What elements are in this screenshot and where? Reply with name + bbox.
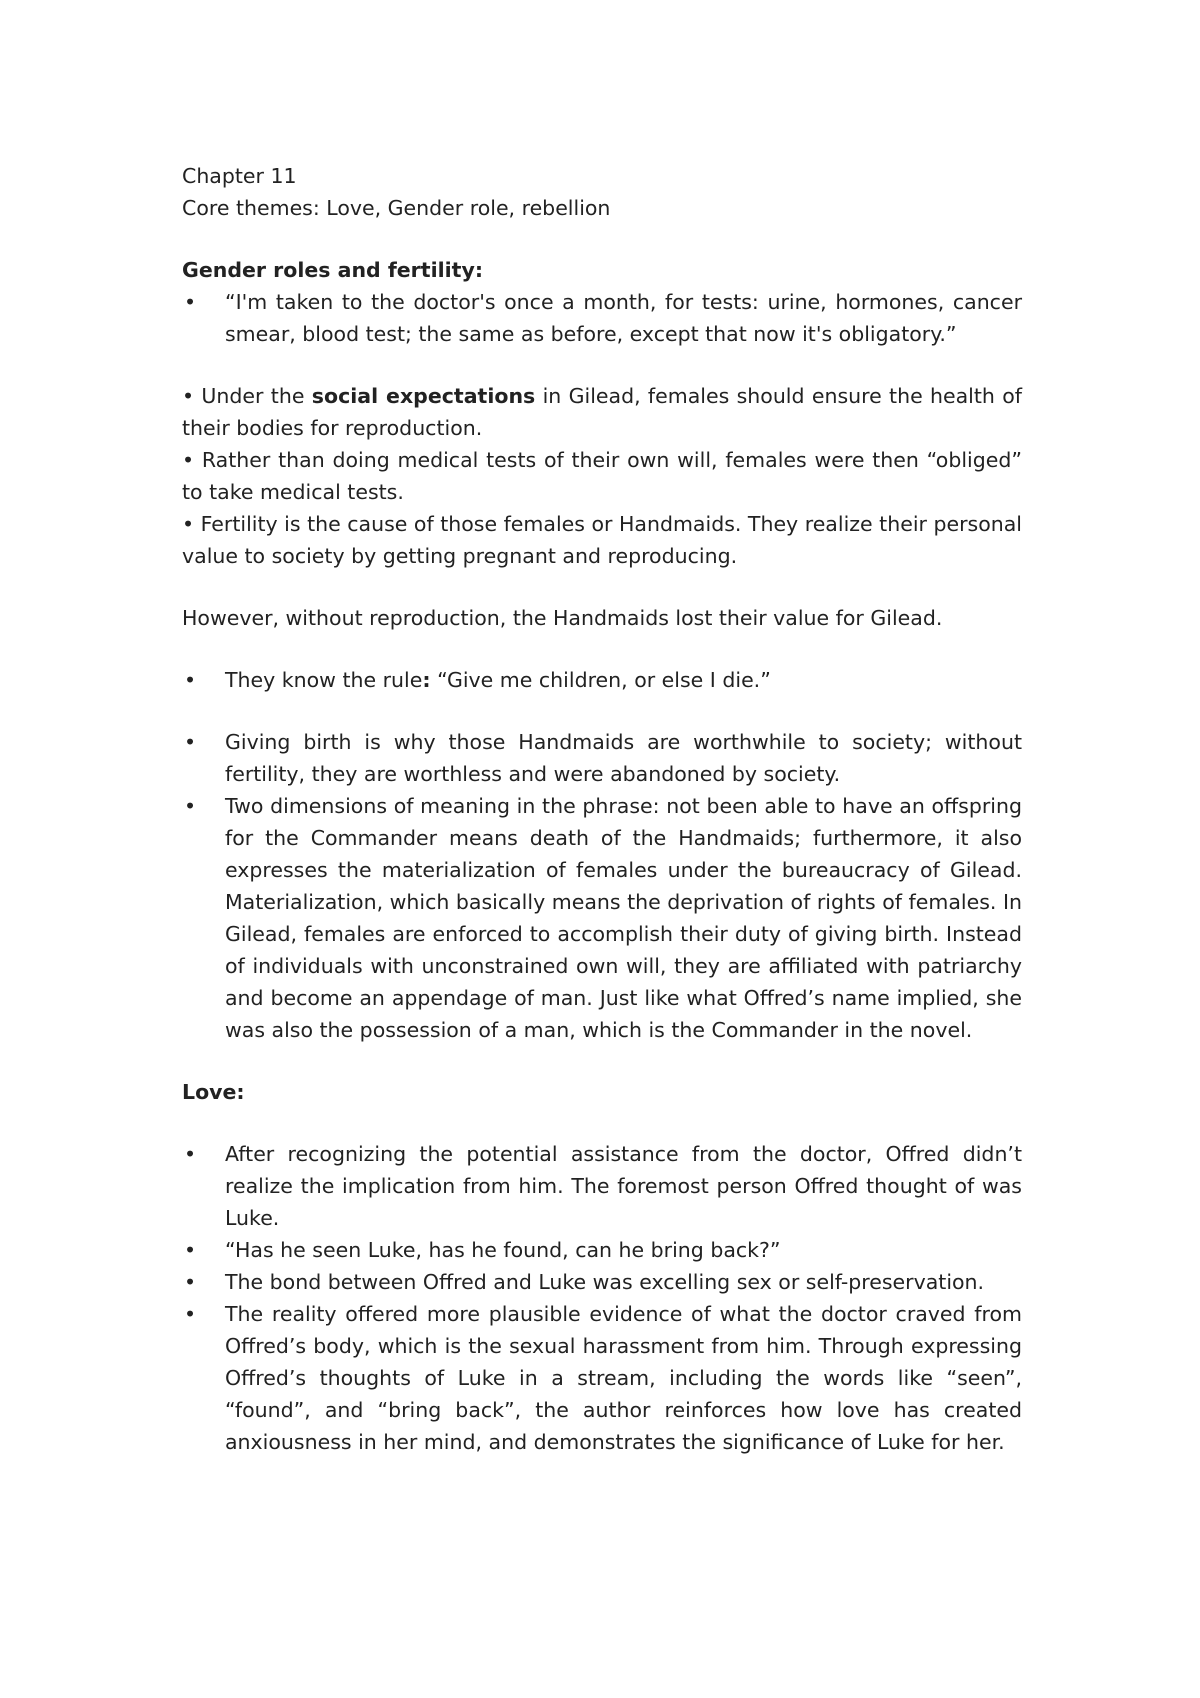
spacer — [182, 1046, 1022, 1076]
gender-analysis-list — [182, 726, 1022, 1046]
list-item — [182, 286, 1022, 350]
love-list — [182, 1138, 1022, 1458]
love-bullet-text: After recognizing the potential assistance from the doctor, Offred didn’t realize the implication from him. The foremost person Offred thought of was Luke. — [225, 1142, 1022, 1230]
core-themes: Core themes: Love, Gender role, rebellion — [182, 196, 611, 220]
medical-tests-paragraph: • Rather than doing medical tests of their own will, females were then “obliged” to take medical tests. — [182, 448, 1022, 504]
dimensions-text: Two dimensions of meaning in the phrase: not been able to have an offspring for the Commander means death of the Handmaids; furthermore, it also expresses the materialization of females under the bureaucracy of Gilead. Materialization, which basically means the deprivation of rights of females. In Gilead, females are enforced to accomplish their duty of giving birth. Instead of individuals with unconstrained own will, they are affiliated with patriarchy and become an appendage of man. Just like what Offred’s name implied, she was also the possession of a man, which is the Commander in the novel. — [225, 794, 1022, 1042]
spacer — [182, 350, 1022, 380]
bullet-mark: • — [184, 1302, 197, 1326]
spacer — [182, 1108, 1022, 1138]
list-item — [182, 1298, 1022, 1458]
bullet-mark: • — [184, 1270, 197, 1294]
para1-prefix: • Under the — [182, 384, 312, 408]
love-bullet-text: The reality offered more plausible evidence of what the doctor craved from Offred’s body, which is the sexual harassment from him. Through expressing Offred’s thoughts of Luke in a stream, including the words like “seen”, “found”, and “bring back”, the author reinforces how love has created anxiousness in her mind, and demonstrates the significance of Luke for her. — [225, 1302, 1022, 1454]
rule-colon: : — [422, 668, 431, 692]
list-item — [182, 1266, 1022, 1298]
gender-section-heading: Gender roles and fertility: — [182, 258, 484, 282]
social-expectations-paragraph — [182, 380, 1022, 444]
spacer — [182, 696, 1022, 726]
rule-list — [182, 664, 1022, 696]
list-item — [182, 790, 1022, 1046]
love-bullet-text: The bond between Offred and Luke was excelling sex or self-preservation. — [225, 1270, 985, 1294]
fertility-paragraph: • Fertility is the cause of those females or Handmaids. They realize their personal value to society by getting pregnant and reproducing. — [182, 512, 1022, 568]
spacer — [182, 572, 1022, 602]
spacer — [182, 224, 1022, 254]
rule-prefix: They know the rule — [225, 668, 423, 692]
quote-text: “I'm taken to the doctor's once a month, for tests: urine, hormones, cancer smear, blood test; the same as before, except that now it's obligatory.” — [225, 290, 1022, 346]
love-section-heading: Love: — [182, 1080, 245, 1104]
para1-suffix: in Gilead, females should ensure the health of their bodies for reproduction. — [182, 384, 1022, 440]
spacer — [182, 634, 1022, 664]
chapter-title: Chapter 11 — [182, 164, 297, 188]
list-item — [182, 726, 1022, 790]
rule-quote: “Give me children, or else I die.” — [430, 668, 771, 692]
love-bullet-text: “Has he seen Luke, has he found, can he bring back?” — [225, 1238, 781, 1262]
gender-quote-list — [182, 286, 1022, 350]
list-item — [182, 1234, 1022, 1266]
bullet-mark: • — [184, 1238, 197, 1262]
bullet-mark: • — [184, 1142, 197, 1166]
list-item — [182, 664, 1022, 696]
birth-text: Giving birth is why those Handmaids are worthwhile to society; without fertility, they are worthless and were abandoned by society. — [225, 730, 1022, 786]
list-item — [182, 1138, 1022, 1234]
bullet-mark: • — [184, 668, 197, 692]
bullet-mark: • — [184, 794, 197, 818]
bullet-mark: • — [184, 730, 197, 754]
however-paragraph: However, without reproduction, the Handmaids lost their value for Gilead. — [182, 606, 943, 630]
bullet-mark: • — [184, 290, 197, 314]
social-expectations-term: social expectations — [311, 384, 536, 408]
document-page — [182, 160, 1022, 1458]
